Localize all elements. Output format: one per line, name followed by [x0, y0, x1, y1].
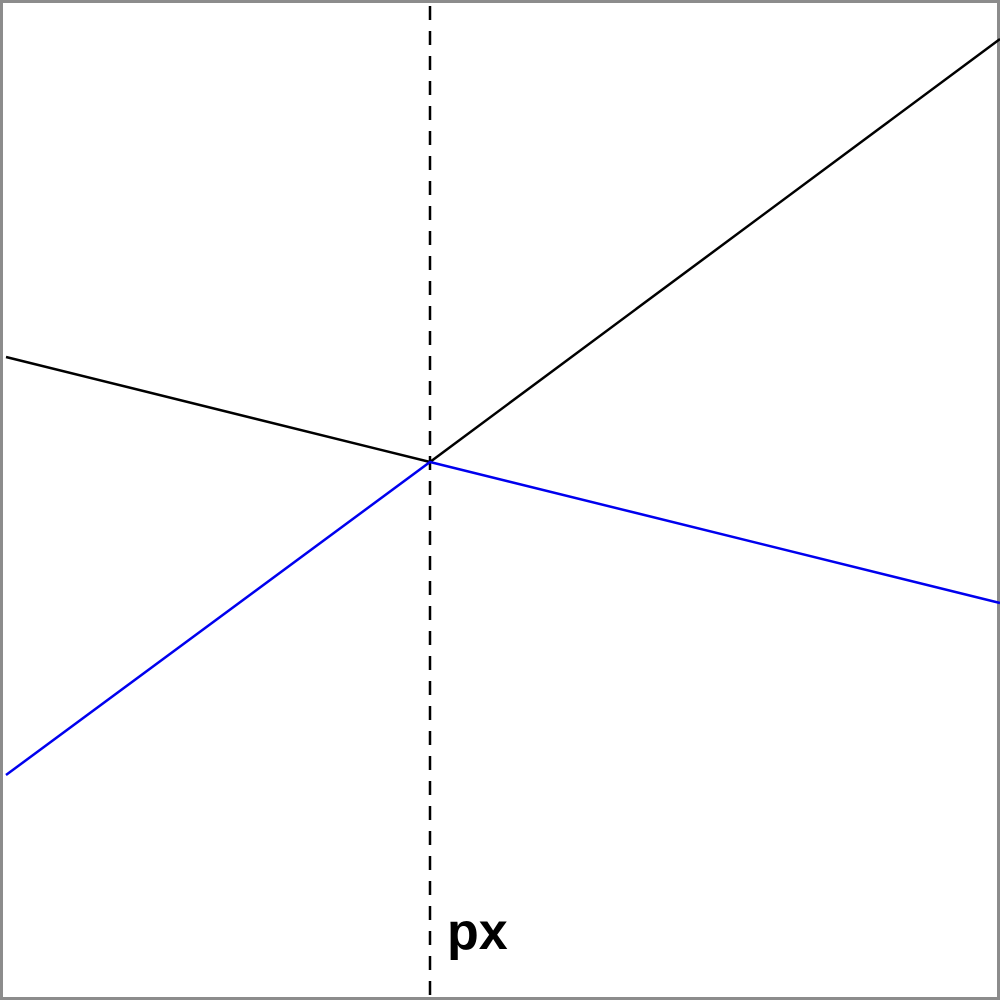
blue-kinked-line: [6, 462, 1000, 775]
kinked-lines-diagram: [3, 3, 1000, 1003]
black-kinked-line: [6, 39, 1000, 462]
px-label: px: [447, 903, 508, 961]
